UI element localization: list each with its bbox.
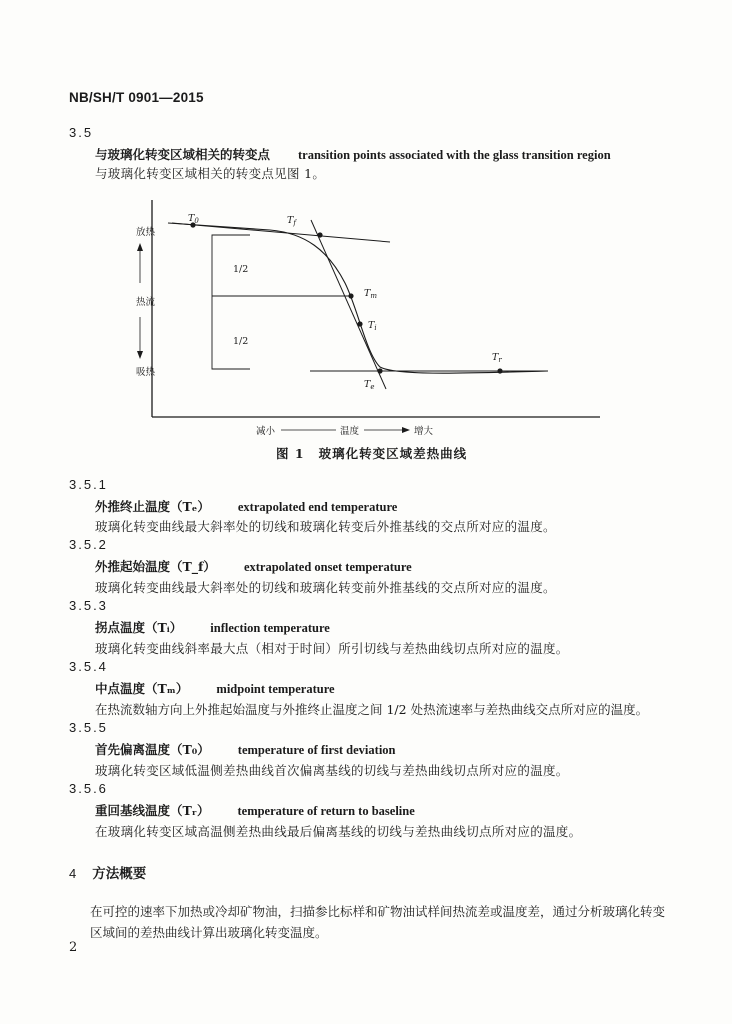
glass-transition-figure [100, 195, 610, 440]
section-4-number: 4 [69, 866, 79, 881]
label-Te: $T_e$ [364, 379, 375, 391]
y-label-endo: 吸热 [136, 367, 156, 378]
term-cn: 首先偏离温度（T₀） [95, 742, 210, 757]
point-Te [377, 368, 382, 373]
label-Tr: $T_r$ [492, 352, 502, 364]
term-number: 3.5.2 [69, 537, 108, 552]
x-label-decrease: 减小 [256, 426, 276, 437]
term-cn: 中点温度（Tₘ） [95, 681, 189, 696]
y-arrow-down-head [137, 351, 143, 359]
term-cn: 外推起始温度（T_f） [95, 559, 216, 574]
half-label-upper: 1/2 [233, 264, 249, 275]
term-cn: 拐点温度（Tᵢ） [95, 620, 183, 635]
label-Tf: $T_f$ [287, 215, 296, 227]
term-definition: 在热流数轴方向上外推起始温度与外推终止温度之间 1/2 处热流速率与差热曲线交点所对应的温度。 [95, 702, 649, 717]
term-heading [95, 557, 412, 575]
term-heading [95, 740, 396, 758]
term-definition: 玻璃化转变曲线最大斜率处的切线和玻璃化转变前外推基线的交点所对应的温度。 [95, 580, 556, 595]
x-label-increase: 增大 [414, 426, 434, 437]
term-en: extrapolated onset temperature [243, 560, 412, 574]
section-3-5-number: 3.5 [69, 125, 94, 140]
section-4-body: 在可控的速率下加热或冷却矿物油，扫描参比标样和矿物油试样间热流差或温度差，通过分析玻璃化转变区域间的差热曲线计算出玻璃化转变温度。 [90, 904, 666, 940]
term-definition: 在玻璃化转变区域高温侧差热曲线最后偏离基线的切线与差热曲线切点所对应的温度。 [95, 824, 582, 839]
max-slope-tangent [311, 220, 386, 389]
term-cn: 外推终止温度（Tₑ） [95, 499, 210, 514]
term-number: 3.5.4 [69, 659, 108, 674]
y-label-heatflow: 热流 [136, 297, 156, 308]
point-Tm [348, 293, 353, 298]
caption-number: 图 1 [276, 446, 305, 461]
section-4-heading [69, 862, 146, 882]
term-number: 3.5.6 [69, 781, 108, 796]
label-Tm: $T_m$ [364, 288, 377, 300]
standard-code-header: NB/SH/T 0901—2015 [69, 90, 204, 105]
section-4-title: 方法概要 [92, 866, 147, 882]
term-number: 3.5.5 [69, 720, 108, 735]
term-en: inflection temperature [210, 621, 330, 635]
term-definition: 玻璃化转变曲线斜率最大点（相对于时间）所引切线与差热曲线切点所对应的温度。 [95, 641, 569, 656]
term-cn: 重回基线温度（Tᵣ） [95, 803, 210, 818]
term-cn: 与玻璃化转变区域相关的转变点 [95, 147, 271, 162]
term-heading [95, 497, 397, 515]
figure-caption [276, 444, 467, 462]
label-Ti: $T_i$ [368, 320, 377, 332]
x-label-temperature: 温度 [340, 426, 360, 437]
y-arrow-up-head [137, 243, 143, 251]
half-step-bracket [212, 235, 250, 369]
term-number: 3.5.3 [69, 598, 108, 613]
dsc-curve [168, 223, 548, 373]
term-number: 3.5.1 [69, 477, 108, 492]
term-heading [95, 618, 330, 636]
term-definition: 玻璃化转变曲线最大斜率处的切线和玻璃化转变后外推基线的交点所对应的温度。 [95, 519, 556, 534]
term-en: temperature of return to baseline [237, 804, 415, 818]
term-en: extrapolated end temperature [237, 500, 398, 514]
point-Tf [317, 232, 322, 237]
term-en: transition points associated with the glass transition region [298, 148, 611, 162]
term-heading [95, 801, 415, 819]
section-3-5-definition: 与玻璃化转变区域相关的转变点见图 1。 [95, 166, 326, 181]
label-T0: $T_0$ [188, 213, 199, 225]
caption-text: 玻璃化转变区域差热曲线 [318, 446, 468, 461]
x-arrow-right-head [402, 427, 410, 433]
y-label-exo: 放热 [136, 227, 156, 238]
term-en: temperature of first deviation [237, 743, 396, 757]
term-en: midpoint temperature [216, 682, 335, 696]
point-Ti [357, 321, 362, 326]
term-heading [95, 679, 335, 697]
page-number: 2 [69, 940, 78, 955]
term-definition: 玻璃化转变区域低温侧差热曲线首次偏离基线的切线与差热曲线切点所对应的温度。 [95, 763, 569, 778]
section-3-5-term [95, 145, 611, 163]
point-Tr [497, 368, 502, 373]
half-label-lower: 1/2 [233, 336, 249, 347]
